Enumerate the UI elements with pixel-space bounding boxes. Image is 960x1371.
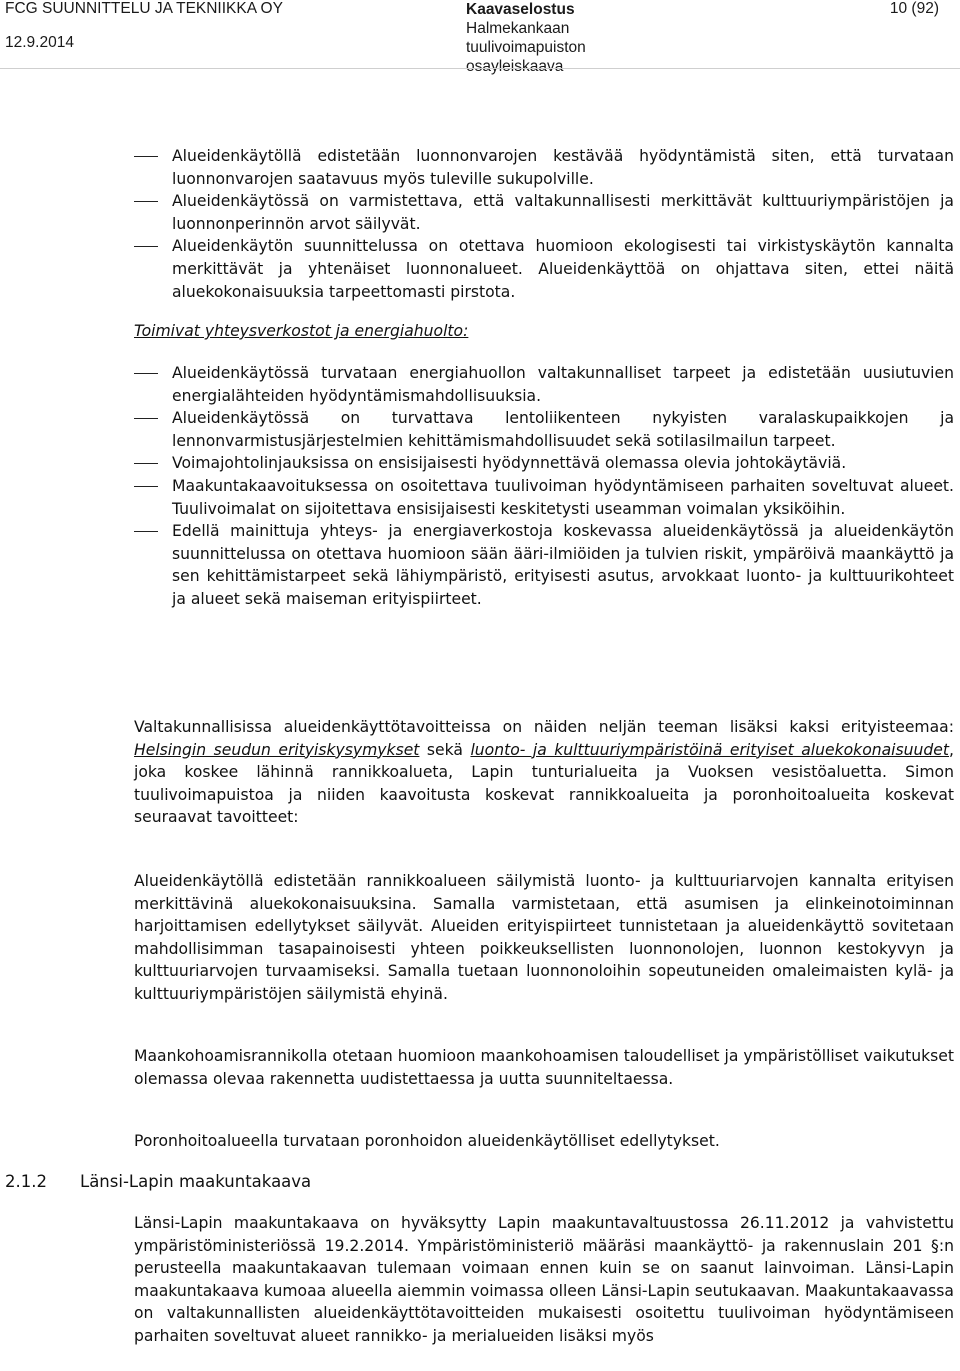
natural-resources-list (134, 145, 954, 303)
link-nature-culture-areas: luonto- ja kulttuuriympäristöinä erityiset aluekokonaisuudet (470, 740, 950, 759)
energy-heading: Toimivat yhteysverkostot ja energiahuolto: (134, 322, 469, 340)
document-title-line-3: osayleiskaava (466, 58, 564, 75)
document-title-line-1: Halmekankaan (466, 20, 570, 37)
paragraph-reindeer-herding: Poronhoitoalueella turvataan poronhoidon alueidenkäytölliset edellytykset. (134, 1132, 720, 1150)
list-item: Alueidenkäytössä on varmistettava, että valtakunnallisesti merkittävät kulttuuriympäristöjen ja luonnonperinnön arvot säilyvät. (134, 190, 954, 235)
page-number: 10 (92) (889, 0, 939, 17)
header-divider (0, 68, 960, 69)
paragraph-text: sekä (419, 740, 471, 759)
list-item: Alueidenkäytössä on turvattava lentoliikenteen nykyisten varalaskupaikkojen ja lennonvarmistusjärjestelmien kehittämismahdollisuudet sekä sotilasilmailun tarpeet. (134, 407, 954, 452)
document-kind: Kaavaselostus (466, 1, 575, 18)
list-item: Alueidenkäytön suunnittelussa on otettava huomioon ekologisesti tai virkistyskäytön kannalta merkittävät ja yhtenäiset luonnonalueet. Alueidenkäyttöä on ohjattava siten, ettei näitä aluekokonaisuuksia tarpeettomasti pirstota. (134, 235, 954, 303)
document-title-line-2: tuulivoimapuiston (466, 39, 586, 56)
list-item: Voimajohtolinjauksissa on ensisijaisesti hyödynnettävä olemassa olevia johtokäytäviä. (134, 452, 954, 475)
list-item: Alueidenkäytöllä edistetään luonnonvarojen kestävää hyödyntämistä siten, että turvataan luonnonvarojen saatavuus myös tuleville sukupolville. (134, 145, 954, 190)
list-item: Alueidenkäytössä turvataan energiahuollon valtakunnalliset tarpeet ja edistetään uusiutuvien energialähteiden hyödyntämismahdollisuuksia. (134, 362, 954, 407)
paragraph-text: Valtakunnallisissa alueidenkäyttötavoitteissa on näiden neljän teeman lisäksi kaksi erityisteemaa: (134, 718, 954, 736)
paragraph-special-themes (134, 716, 954, 829)
document-date: 12.9.2014 (5, 34, 74, 51)
energy-list (134, 362, 954, 611)
section-title: Länsi-Lapin maakuntakaava (80, 1172, 312, 1191)
link-helsinki-issues: Helsingin seudun erityiskysymykset (134, 740, 420, 759)
paragraph-text: , joka koskee lähinnä rannikkoalueta, Lapin tunturialueita ja Vuoksen vesistöaluetta. Simon tuulivoimapuistoa ja niiden kaavoitusta koskevat rannikkoalueita ja poronhoitoalueita koskevat seuraavat tavoitteet: (134, 740, 954, 827)
paragraph-coastal-area: Alueidenkäytöllä edistetään rannikkoalueen säilymistä luonto- ja kulttuuriarvojen kannalta erityisen merkittävinä aluekokonaisuuksina. Samalla varmistetaan, että asumisen ja elinkeinotoiminnan harjoittamisen edellytykset säilyvät. Alueiden erityispiirteet tunnistetaan ja alueidenkäyttö sovitetaan mahdollisimman tasapainoisesti yhteen poikkeuksellisten luonnonolojen, luonnon kestokyvyn ja kulttuuriarvojen turvaamiseksi. Samalla tuetaan luonnonoloihin sopeutuneiden omaleimaisten kylä- ja kulttuuriympäristöjen säilymistä ehyinä. (134, 872, 954, 1003)
paragraph-lansi-lappi-plan: Länsi-Lapin maakuntakaava on hyväksytty Lapin maakuntavaltuustossa 26.11.2012 ja vahvistettu ympäristöministeriössä 19.2.2014. Ympäristöministeriö määräsi maankäyttö- ja rakennuslain 201 §:n perusteella maakuntakaavan tulemaan voimaan ennen kuin se on saanut lainvoiman. Länsi-Lapin maakuntakaava kumoaa alueella aiemmin voimassa olleen Länsi-Lapin seutukaavan. Maakuntakaavassa on valtakunnallisten alueidenkäyttötavoitteiden mukaisesti osoitettu tuulivoiman hyödyntämiseen parhaiten soveltuvat alueet rannikko- ja merialueiden lisäksi myös (134, 1214, 954, 1345)
company-name: FCG SUUNNITTELU JA TEKNIIKKA OY (5, 0, 283, 17)
section-number: 2.1.2 (5, 1172, 47, 1191)
document-title-block (466, 0, 586, 76)
list-item: Edellä mainittuja yhteys- ja energiaverkostoja koskevassa alueidenkäytössä ja alueidenkäytön suunnittelussa on otettava huomioon sään ääri-ilmiöiden ja tulvien riskit, ympäröivä maankäyttö ja sen kehittämistarpeet sekä lähiympäristö, erityisesti asutus, arvokkaat luonto- ja kulttuurikohteet ja alueet sekä maiseman erityispiirteet. (134, 520, 954, 610)
list-item: Maakuntakaavoituksessa on osoitettava tuulivoiman hyödyntämiseen parhaiten soveltuvat alueet. Tuulivoimalat on sijoitettava ensisijaisesti keskitetysti useamman voimalan yksiköihin. (134, 475, 954, 520)
paragraph-land-uplift: Maankohoamisrannikolla otetaan huomioon maankohoamisen taloudelliset ja ympäristölliset vaikutukset olemassa olevaa rakennetta uudistettaessa ja uutta suunniteltaessa. (134, 1047, 954, 1088)
